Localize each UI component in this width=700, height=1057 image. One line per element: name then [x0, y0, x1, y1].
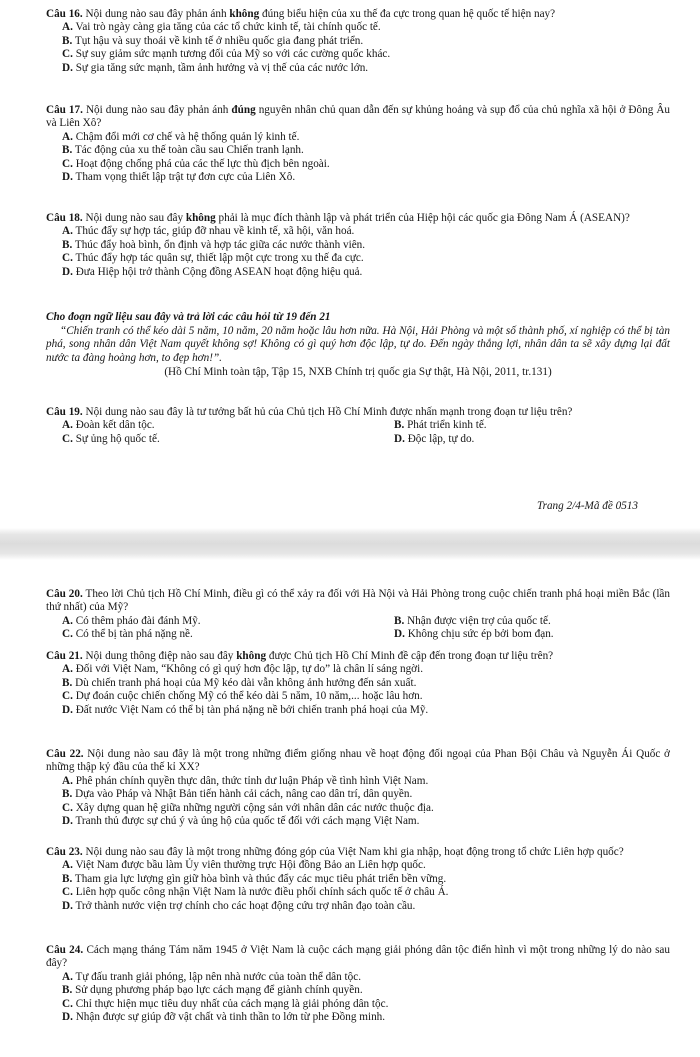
question-22-number: Câu 22. — [46, 748, 84, 760]
question-16-text-post: đúng biểu hiện của xu thế đa cực trong quan hệ quốc tế hiện nay? — [259, 8, 556, 20]
question-16-option-d: D. Sự gia tăng sức mạnh, tầm ảnh hưởng và vị thế của các nước lớn. — [62, 61, 369, 74]
question-23-option-c: C. Liên hợp quốc công nhận Việt Nam là nước điều phối chính sách quốc tế ở châu Á. — [62, 886, 449, 899]
question-17-option-c: C. Hoạt động chống phá của các thế lực thù địch bên ngoài. — [62, 157, 330, 170]
question-22 — [46, 748, 670, 828]
exam-page-3 — [0, 560, 700, 1057]
question-17-option-d: D. Tham vọng thiết lập trật tự đơn cực của Liên Xô. — [62, 171, 296, 184]
question-21-option-d: D. Đất nước Việt Nam có thể bị tàn phá nặng nề bởi chiến tranh phá hoại của Mỹ. — [62, 703, 429, 716]
question-18-option-b: B. Thúc đẩy hoà bình, ổn định và hợp tác giữa các nước thành viên. — [62, 238, 366, 251]
question-18 — [46, 212, 670, 279]
question-18-emphasis: không — [185, 212, 216, 224]
question-23-text: Nội dung nào sau đây là một trong những đóng góp của Việt Nam khi gia nhập, hoạt động trong tổ chức Liên hợp quốc? — [82, 846, 624, 858]
question-19-option-a: A. Đoàn kết dân tộc. — [62, 419, 155, 432]
question-17-number: Câu 17. — [46, 104, 83, 116]
question-20-option-b: B. Nhận được viện trợ của quốc tế. — [394, 614, 551, 627]
question-24-stem — [46, 944, 670, 971]
question-23-option-b: B. Tham gia lực lượng gìn giữ hòa bình và thúc đẩy các mục tiêu phát triển bền vững. — [62, 872, 447, 885]
question-22-option-d: D. Tranh thủ được sự chú ý và ủng hộ của quốc tế đối với cách mạng Việt Nam. — [62, 815, 420, 828]
question-21-stem — [46, 650, 670, 663]
question-20-option-c: C. Có thể bị tàn phá nặng nề. — [62, 628, 193, 641]
question-21 — [46, 650, 670, 717]
question-23-option-a: A. Việt Nam được bầu làm Ủy viên thường trực Hội đồng Bảo an Liên hợp quốc. — [62, 859, 426, 872]
question-16-option-a: A. Vai trò ngày càng gia tăng của các tổ chức kinh tế, tài chính quốc tế. — [62, 21, 381, 34]
question-20-option-a: A. Có thêm pháo đài đánh Mỹ. — [62, 614, 201, 627]
question-23-option-d: D. Trở thành nước viện trợ chính cho các hoạt động cứu trợ nhân đạo toàn cầu. — [62, 899, 416, 912]
question-16-option-b: B. Tụt hậu và suy thoái về kinh tế ở nhiều quốc gia đang phát triển. — [62, 34, 364, 47]
question-18-number: Câu 18. — [46, 212, 83, 224]
question-18-text-pre: Nội dung nào sau đây — [82, 212, 186, 224]
question-18-option-c: C. Thúc đẩy hợp tác quân sự, thiết lập một cực trong xu thế đa cực. — [62, 252, 364, 265]
question-20 — [46, 588, 670, 642]
question-24 — [46, 944, 670, 1024]
question-20-option-d: D. Không chịu sức ép bởi bom đạn. — [394, 628, 554, 641]
question-16-text-pre: Nội dung nào sau đây phản ánh — [82, 8, 230, 20]
question-21-number: Câu 21. — [46, 650, 83, 662]
question-17 — [46, 104, 670, 184]
passage-quote: “Chiến tranh có thể kéo dài 5 năm, 10 năm, 20 năm hoặc lâu hơn nữa. Hà Nội, Hải Phòng và một số thành phố, xí nghiệp có thể bị tàn phá, song nhân dân Việt Nam quyết không sợ! Không có gì quý hơn độc lập, tự do. Đến ngày thắng lợi, nhân dân ta sẽ xây dựng lại đất nước ta đàng hoàng hơn, to đẹp hơn!”. — [46, 325, 670, 364]
question-21-text-post: được Chủ tịch Hồ Chí Minh đề cập đến trong đoạn tư liệu trên? — [266, 650, 554, 662]
question-22-option-c: C. Xây dựng quan hệ giữa những người cộng sản với nhân dân các nước thuộc địa. — [62, 801, 434, 814]
question-17-emphasis: đúng — [231, 104, 256, 116]
question-22-stem — [46, 748, 670, 775]
question-19-option-c: C. Sự ủng hộ quốc tế. — [62, 432, 160, 445]
question-22-text: Nội dung nào sau đây là một trong những điểm giống nhau về hoạt động đối ngoại của Phan Bội Châu và Nguyễn Ái Quốc ở những thập kỷ đầu của thế kỉ XX? — [46, 748, 670, 774]
question-24-number: Câu 24. — [46, 944, 84, 956]
question-16-option-c: C. Sự suy giảm sức mạnh tương đối của Mỹ so với các cường quốc khác. — [62, 48, 391, 61]
question-19-options — [46, 419, 670, 446]
question-21-option-c: C. Dự đoán cuộc chiến chống Mỹ có thể kéo dài 5 năm, 10 năm,... hoặc lâu hơn. — [62, 690, 423, 703]
question-20-options — [46, 615, 670, 642]
question-24-option-d: D. Nhận được sự giúp đỡ vật chất và tinh thần to lớn từ phe Đồng minh. — [62, 1011, 386, 1024]
question-23-number: Câu 23. — [46, 846, 83, 858]
passage-source: (Hồ Chí Minh toàn tập, Tập 15, NXB Chính trị quốc gia Sự thật, Hà Nội, 2011, tr.131) — [164, 366, 552, 378]
question-20-number: Câu 20. — [46, 588, 83, 600]
page-footer: Trang 2/4-Mã đề 0513 — [537, 500, 638, 512]
question-24-text: Cách mạng tháng Tám năm 1945 ở Việt Nam là cuộc cách mạng giải phóng dân tộc điển hình vì một trong những lý do nào sau đây? — [46, 944, 670, 970]
question-20-stem — [46, 588, 670, 615]
question-18-option-a: A. Thúc đẩy sự hợp tác, giúp đỡ nhau về kinh tế, xã hội, văn hoá. — [62, 225, 355, 238]
question-21-option-b: B. Dù chiến tranh phá hoại của Mỹ kéo dài vẫn không ảnh hưởng đến sản xuất. — [62, 676, 417, 689]
question-21-emphasis: không — [236, 650, 267, 662]
question-16-stem — [46, 8, 670, 21]
exam-page-2 — [0, 0, 700, 528]
question-17-text-post: nguyên nhân chủ quan dẫn đến sự khủng hoảng và sụp đổ của chủ nghĩa xã hội ở Đông Âu và Liên Xô? — [46, 104, 670, 130]
question-21-text-pre: Nội dung thông điệp nào sau đây — [82, 650, 237, 662]
question-24-option-b: B. Sử dụng phương pháp bạo lực cách mạng để giành chính quyền. — [62, 984, 363, 997]
question-19-text: Nội dung nào sau đây là tư tưởng bất hủ của Chủ tịch Hồ Chí Minh được nhấn mạnh trong đoạn tư liệu trên? — [82, 406, 573, 418]
question-18-stem — [46, 212, 670, 225]
question-24-option-c: C. Chỉ thực hiện mục tiêu duy nhất của cách mạng là giải phóng dân tộc. — [62, 997, 389, 1010]
question-17-stem — [46, 104, 670, 131]
question-19 — [46, 406, 670, 446]
question-19-stem — [46, 406, 670, 419]
question-22-option-a: A. Phê phán chính quyền thực dân, thức tỉnh dư luận Pháp về tình hình Việt Nam. — [62, 774, 429, 787]
question-23-stem — [46, 846, 670, 859]
question-23 — [46, 846, 670, 913]
question-18-option-d: D. Đưa Hiệp hội trở thành Cộng đồng ASEAN hoạt động hiệu quả. — [62, 265, 363, 278]
question-19-option-b: B. Phát triển kinh tế. — [394, 419, 487, 432]
page-break — [0, 528, 700, 560]
question-21-option-a: A. Đối với Việt Nam, “Không có gì quý hơn độc lập, tự do” là chân lí sáng ngời. — [62, 663, 423, 676]
passage-intro: Cho đoạn ngữ liệu sau đây và trả lời các câu hỏi từ 19 đến 21 — [46, 311, 331, 323]
question-17-option-b: B. Tác động của xu thế toàn cầu sau Chiến tranh lạnh. — [62, 144, 304, 157]
question-19-number: Câu 19. — [46, 406, 83, 418]
question-17-option-a: A. Chậm đổi mới cơ chế và hệ thống quản lý kinh tế. — [62, 130, 300, 143]
question-16-number: Câu 16. — [46, 8, 83, 20]
question-18-text-post: phải là mục đích thành lập và phát triển của Hiệp hội các quốc gia Đông Nam Á (ASEAN)? — [215, 212, 630, 224]
question-22-option-b: B. Dựa vào Pháp và Nhật Bản tiến hành cải cách, nâng cao dân trí, dân quyền. — [62, 788, 413, 801]
question-19-option-d: D. Độc lập, tự do. — [394, 432, 475, 445]
question-17-text-pre: Nội dung nào sau đây phản ánh — [82, 104, 232, 116]
question-16 — [46, 8, 670, 75]
question-20-text: Theo lời Chủ tịch Hồ Chí Minh, điều gì có thể xảy ra đối với Hà Nội và Hải Phòng trong cuộc chiến tranh phá hoại miền Bắc (lần thứ nhất) của Mỹ? — [46, 588, 670, 614]
question-24-option-a: A. Tự đấu tranh giải phóng, lập nên nhà nước của toàn thể dân tộc. — [62, 970, 362, 983]
question-16-emphasis: không — [229, 8, 260, 20]
